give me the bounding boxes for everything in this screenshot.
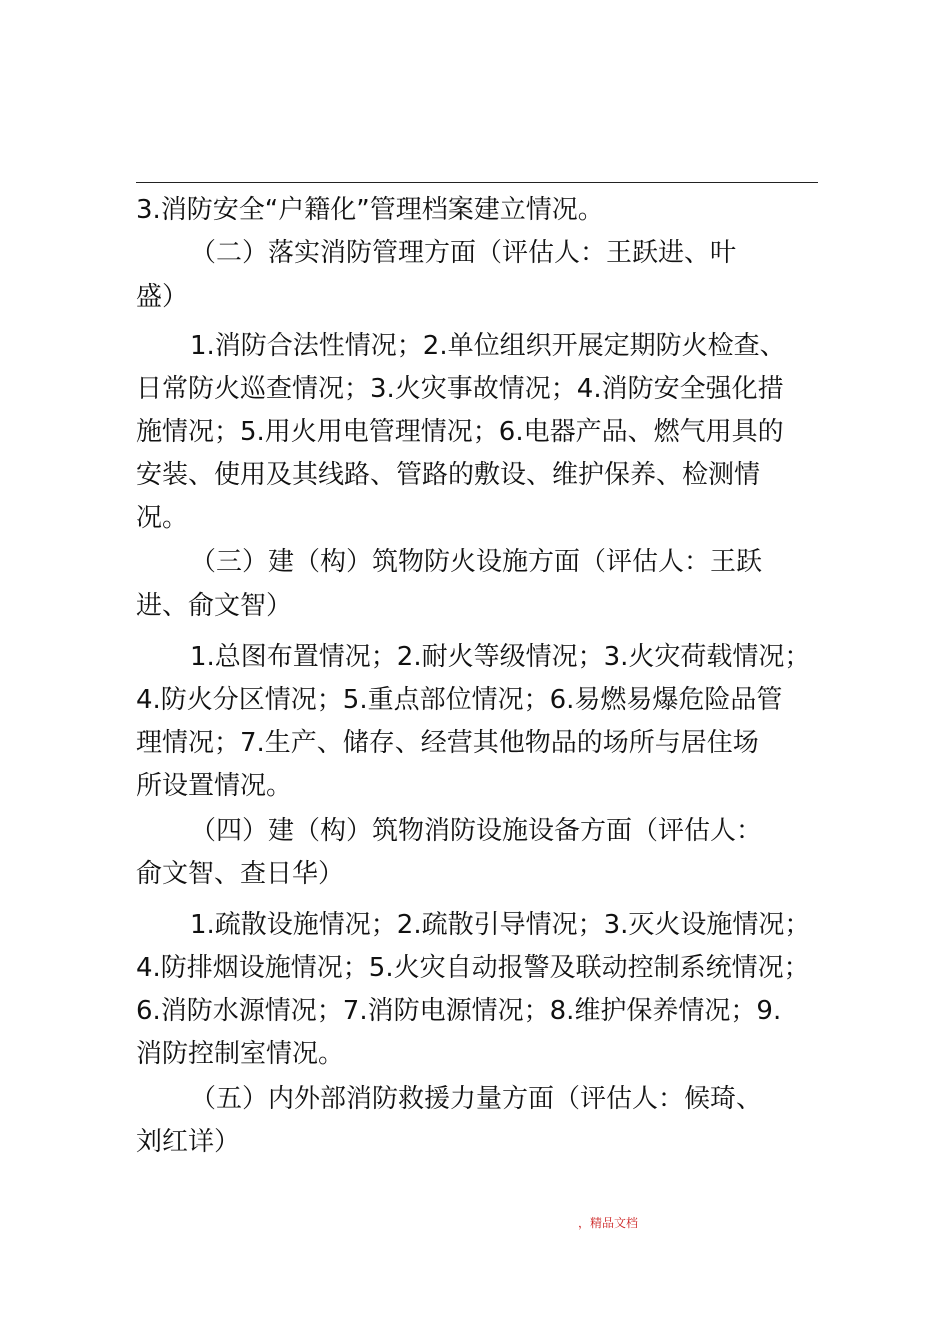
- text-line: 所设置情况。: [136, 771, 293, 801]
- section-heading-cont: 盛）: [136, 282, 189, 312]
- text-line: 日常防火巡查情况；3.火灾事故情况；4.消防安全强化措: [136, 374, 784, 404]
- section-heading-cont: 进、俞文智）: [136, 591, 293, 621]
- footer-watermark: ，精品文档: [578, 1216, 639, 1230]
- section-heading: （三）建（构）筑物防火设施方面（评估人：王跃: [190, 547, 763, 577]
- section-heading: （四）建（构）筑物消防设施设备方面（评估人：: [190, 816, 763, 846]
- text-line: 6.消防水源情况；7.消防电源情况；8.维护保养情况；9.: [136, 996, 782, 1026]
- text-line: 1.总图布置情况；2.耐火等级情况；3.火灾荷载情况；: [190, 642, 811, 672]
- section-heading-cont: 刘红详）: [136, 1127, 241, 1157]
- section-heading: （二）落实消防管理方面（评估人：王跃进、叶: [190, 238, 737, 268]
- text-line: 4.防火分区情况；5.重点部位情况；6.易燃易爆危险品管: [136, 685, 783, 715]
- section-heading-cont: 俞文智、查日华）: [136, 859, 345, 889]
- text-line: 理情况；7.生产、储存、经营其他物品的场所与居住场: [136, 728, 759, 758]
- text-line: 1.疏散设施情况；2.疏散引导情况；3.灭火设施情况；: [190, 910, 811, 940]
- text-line: 1.消防合法性情况；2.单位组织开展定期防火检查、: [190, 331, 786, 361]
- text-line: 施情况；5.用火用电管理情况；6.电器产品、燃气用具的: [136, 417, 784, 447]
- text-line: 3.消防安全“户籍化”管理档案建立情况。: [136, 195, 604, 225]
- text-line: 消防控制室情况。: [136, 1039, 345, 1069]
- text-line: 况。: [136, 503, 189, 533]
- section-heading: （五）内外部消防救援力量方面（评估人：候琦、: [190, 1084, 763, 1114]
- text-line: 安装、使用及其线路、管路的敷设、维护保养、检测情: [136, 460, 761, 490]
- text-line: 4.防排烟设施情况；5.火灾自动报警及联动控制系统情况；: [136, 953, 810, 983]
- header-rule: [136, 182, 818, 183]
